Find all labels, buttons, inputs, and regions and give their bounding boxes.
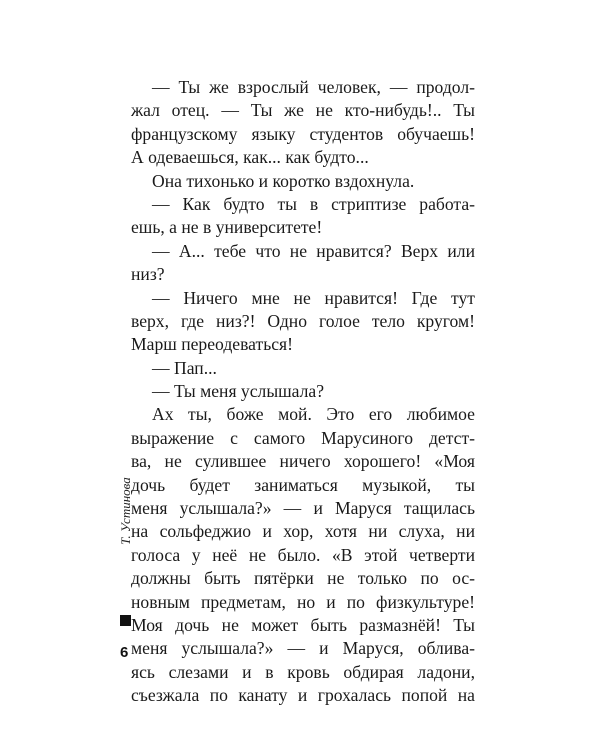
text-line: ешь, а не в университете!: [131, 217, 323, 238]
page-number: 6: [120, 644, 129, 661]
text-line: дочь будет заниматься музыкой, ты: [131, 474, 475, 495]
text-line: Моя дочь не может быть размазнёй! Ты: [131, 614, 475, 635]
text-line: выражение с самого Марусиного детст-: [131, 427, 475, 448]
text-line: Ах ты, боже мой. Это его любимое: [152, 404, 475, 425]
text-line: жал отец. — Ты же не кто-нибудь!.. Ты: [131, 100, 475, 121]
text-line: меня услышала?» — и Маруся, облива-: [131, 638, 475, 659]
text-line: — Ты меня услышала?: [152, 381, 325, 402]
text-line: ва, не сулившее ничего хорошего! «Моя: [131, 451, 475, 472]
text-line: на сольфеджио и хор, хотя ни слуха, ни: [131, 521, 475, 542]
text-line: меня услышала?» — и Маруся тащилась: [131, 498, 475, 519]
page-text: [131, 76, 475, 708]
text-line: — А... тебе что не нравится? Верх или: [152, 240, 475, 261]
text-line: верх, где низ?! Одно голое тело кругом!: [131, 310, 475, 331]
text-line: — Ты же взрослый человек, — продол-: [152, 77, 475, 97]
text-line: низ?: [131, 264, 165, 285]
margin-square-marker: [120, 615, 131, 626]
text-line: А одеваешься, как... как будто...: [131, 147, 369, 168]
running-head-author: Т. Устинова: [118, 477, 133, 545]
text-line: — Как будто ты в стриптизе работа-: [152, 193, 475, 214]
text-line: Она тихонько и коротко вздохнула.: [152, 170, 415, 191]
text-line: — Ничего мне не нравится! Где тут: [152, 287, 475, 308]
text-line: Марш переодеваться!: [131, 334, 293, 355]
text-line: съезжала по канату и грохалась попой на: [131, 685, 475, 706]
text-line: новным предметам, но и по физкультуре!: [131, 591, 475, 612]
text-line: голоса у неё не было. «В этой четверти: [131, 544, 475, 565]
text-line: — Пап...: [152, 357, 217, 378]
text-line: французскому языку студентов обучаешь!: [131, 123, 475, 144]
text-line: должны быть пятёрки не только по ос-: [131, 568, 475, 589]
text-line: ясь слезами и в кровь обдирая ладони,: [131, 661, 475, 682]
